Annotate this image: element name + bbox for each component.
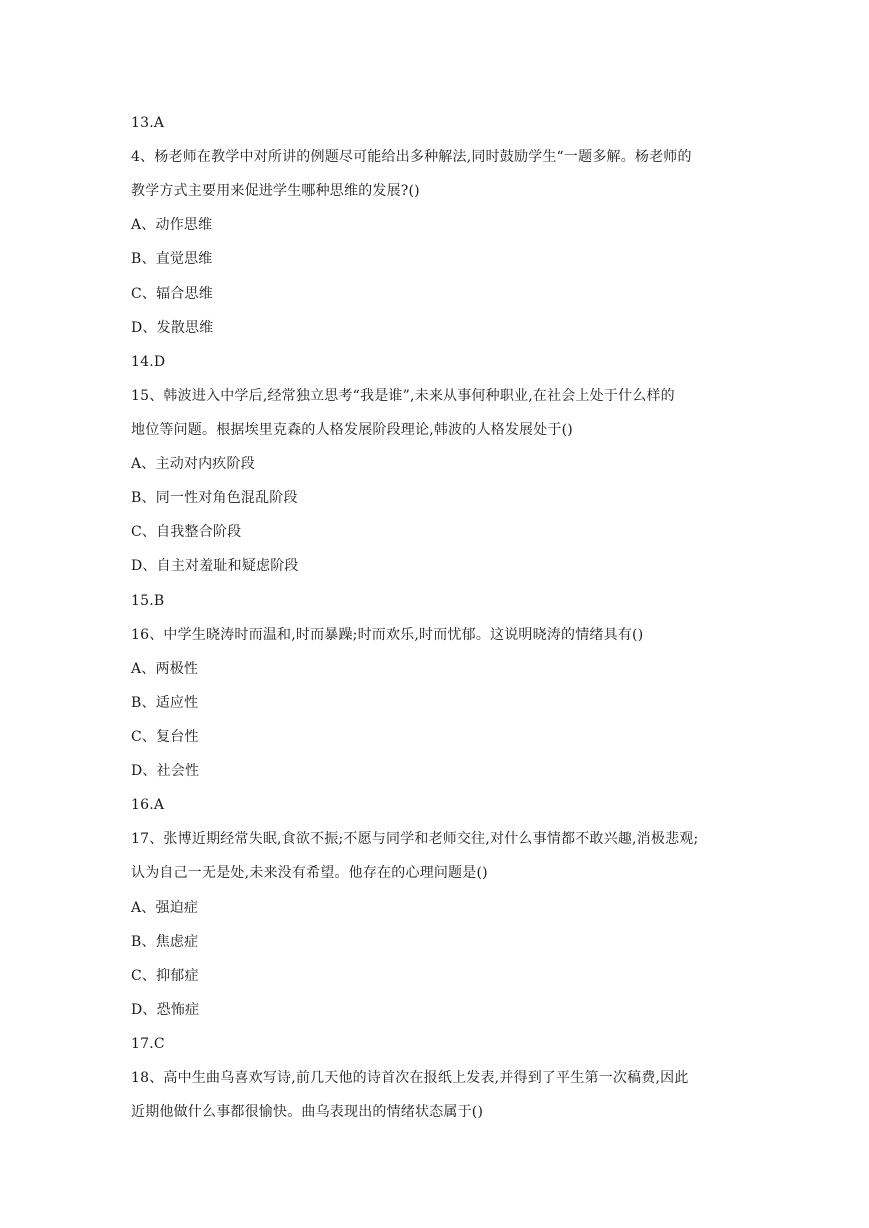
question-4-line-1: 4、杨老师在教学中对所讲的例题尽可能给出多种解法,同时鼓励学生“一题多解。杨老师的 — [131, 149, 692, 165]
question-16-option-a: A、两极性 — [131, 661, 199, 677]
question-17-option-d: D、恐怖症 — [131, 1002, 200, 1018]
question-15-option-a: A、主动对内疚阶段 — [131, 456, 255, 472]
question-4-option-a: A、动作思维 — [131, 217, 213, 233]
question-15-option-c: C、自我整合阶段 — [131, 524, 242, 540]
question-15-line-1: 15、韩波进入中学后,经常独立思考“我是谁”,未来从事何种职业,在社会上处于什么样的 — [131, 388, 675, 404]
question-15-option-d: D、自主对羞耻和疑虑阶段 — [131, 558, 299, 574]
question-4-option-d: D、发散思维 — [131, 320, 214, 336]
question-17-option-a: A、强迫症 — [131, 900, 199, 916]
question-16-option-d: D、社会性 — [131, 763, 200, 779]
answer-17: 17.C — [131, 1036, 165, 1052]
answer-15: 15.B — [131, 593, 165, 609]
question-17-line-1: 17、张博近期经常失眠,食欲不振;不愿与同学和老师交往,对什么事情都不敢兴趣,消极悲观; — [131, 831, 699, 847]
question-15-option-b: B、同一性对角色混乱阶段 — [131, 490, 298, 506]
answer-16: 16.A — [131, 797, 165, 813]
question-17-line-2: 认为自己一无是处,未来没有希望。他存在的心理问题是() — [131, 865, 488, 881]
question-16-option-c: C、复台性 — [131, 729, 199, 745]
question-4-option-b: B、直觉思维 — [131, 251, 213, 267]
question-18-line-2: 近期他做什么事都很愉快。曲乌表现出的情绪状态属于() — [131, 1104, 484, 1120]
question-17-option-b: B、焦虑症 — [131, 934, 199, 950]
question-15-line-2: 地位等问题。根据埃里克森的人格发展阶段理论,韩波的人格发展处于() — [131, 422, 573, 438]
answer-13: 13.A — [131, 115, 165, 131]
answer-14: 14.D — [131, 354, 166, 370]
question-17-option-c: C、抑郁症 — [131, 968, 199, 984]
question-4-line-2: 教学方式主要用来促进学生哪种思维的发展?() — [131, 183, 420, 199]
question-16-line-1: 16、中学生晓涛时而温和,时而暴躁;时而欢乐,时而忧郁。这说明晓涛的情绪具有() — [131, 627, 644, 643]
question-4-option-c: C、辐合思维 — [131, 286, 213, 302]
question-18-line-1: 18、高中生曲乌喜欢写诗,前几天他的诗首次在报纸上发表,并得到了平生第一次稿费,因此 — [131, 1070, 689, 1086]
question-16-option-b: B、适应性 — [131, 695, 199, 711]
